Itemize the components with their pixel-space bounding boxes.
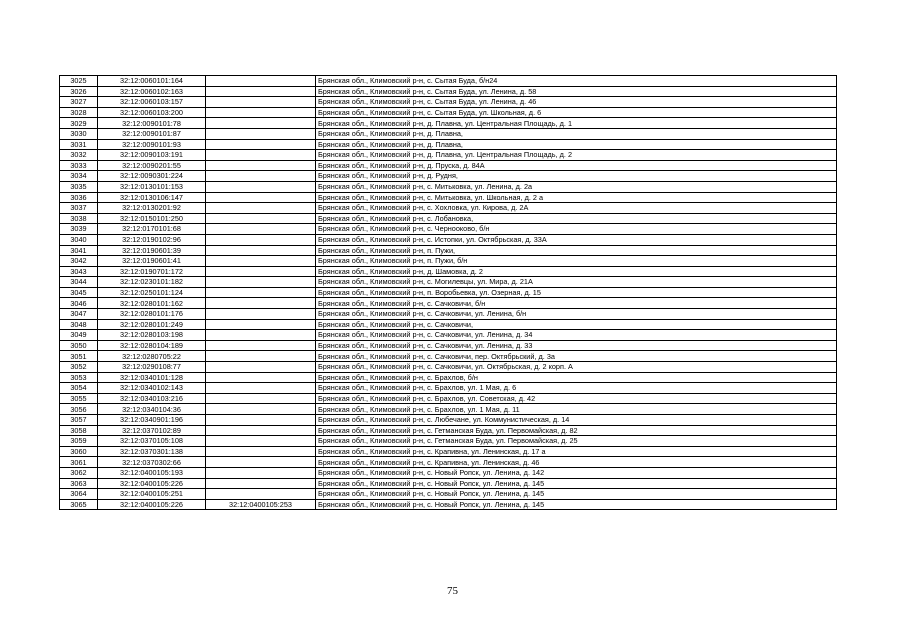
related-cadastral-number <box>206 340 316 351</box>
row-number: 3055 <box>60 393 98 404</box>
cadastral-number: 32:12:0130101:153 <box>98 181 206 192</box>
address: Брянская обл., Климовский р-н, с. Новый Ропск, ул. Ленина, д. 145 <box>316 489 837 500</box>
cadastral-number: 32:12:0060103:157 <box>98 97 206 108</box>
address: Брянская обл., Климовский р-н, с. Новый Ропск, ул. Ленина, д. 142 <box>316 467 837 478</box>
cadastral-number: 32:12:0060103:200 <box>98 107 206 118</box>
related-cadastral-number <box>206 139 316 150</box>
table-row <box>60 478 837 489</box>
address: Брянская обл., Климовский р-н, с. Хохловка, ул. Кирова, д. 2А <box>316 203 837 214</box>
address: Брянская обл., Климовский р-н, с. Митьковка, ул. Ленина, д. 2а <box>316 181 837 192</box>
row-number: 3032 <box>60 150 98 161</box>
cadastral-number: 32:12:0340901:196 <box>98 415 206 426</box>
address: Брянская обл., Климовский р-н, п. Воробьевка, ул. Озерная, д. 15 <box>316 287 837 298</box>
row-number: 3045 <box>60 287 98 298</box>
table-row <box>60 277 837 288</box>
table-row <box>60 266 837 277</box>
table-row <box>60 287 837 298</box>
address: Брянская обл., Климовский р-н, с. Сачковичи, б/н <box>316 298 837 309</box>
related-cadastral-number <box>206 330 316 341</box>
table-row <box>60 234 837 245</box>
cadastral-number: 32:12:0400105:226 <box>98 499 206 510</box>
address: Брянская обл., Климовский р-н, с. Гетманская Буда, ул. Первомайская, д. 25 <box>316 436 837 447</box>
related-cadastral-number <box>206 478 316 489</box>
cadastral-number: 32:12:0340102:143 <box>98 383 206 394</box>
table-row <box>60 203 837 214</box>
table-row <box>60 160 837 171</box>
address: Брянская обл., Климовский р-н, с. Сачковичи, пер. Октябрьский, д. 3а <box>316 351 837 362</box>
cadastral-number: 32:12:0150101:250 <box>98 213 206 224</box>
table-row <box>60 309 837 320</box>
related-cadastral-number <box>206 446 316 457</box>
row-number: 3027 <box>60 97 98 108</box>
related-cadastral-number <box>206 181 316 192</box>
related-cadastral-number <box>206 277 316 288</box>
page-number: 75 <box>447 585 458 597</box>
cadastral-number: 32:12:0400105:251 <box>98 489 206 500</box>
address: Брянская обл., Климовский р-н, с. Сытая Буда, ул. Ленина, д. 58 <box>316 86 837 97</box>
table-row <box>60 256 837 267</box>
related-cadastral-number <box>206 224 316 235</box>
cadastral-number: 32:12:0060101:164 <box>98 76 206 87</box>
address: Брянская обл., Климовский р-н, с. Сачковичи, <box>316 319 837 330</box>
cadastral-number: 32:12:0190601:39 <box>98 245 206 256</box>
related-cadastral-number <box>206 256 316 267</box>
address: Брянская обл., Климовский р-н, с. Сачковичи, ул. Ленина, д. 34 <box>316 330 837 341</box>
cadastral-number: 32:12:0290108:77 <box>98 362 206 373</box>
address: Брянская обл., Климовский р-н, с. Брахлов, ул. 1 Мая, д. 6 <box>316 383 837 394</box>
related-cadastral-number <box>206 383 316 394</box>
table-row <box>60 86 837 97</box>
related-cadastral-number <box>206 118 316 129</box>
row-number: 3062 <box>60 467 98 478</box>
related-cadastral-number <box>206 489 316 500</box>
row-number: 3065 <box>60 499 98 510</box>
row-number: 3040 <box>60 234 98 245</box>
table-row <box>60 139 837 150</box>
related-cadastral-number <box>206 351 316 362</box>
row-number: 3053 <box>60 372 98 383</box>
cadastral-number: 32:12:0280101:162 <box>98 298 206 309</box>
cadastral-number: 32:12:0230101:182 <box>98 277 206 288</box>
cadastral-number: 32:12:0280101:176 <box>98 309 206 320</box>
address: Брянская обл., Климовский р-н, с. Сытая Буда, ул. Ленина, д. 46 <box>316 97 837 108</box>
row-number: 3057 <box>60 415 98 426</box>
table-row <box>60 499 837 510</box>
related-cadastral-number <box>206 128 316 139</box>
table-row <box>60 404 837 415</box>
address: Брянская обл., Климовский р-н, д. Плавна, <box>316 139 837 150</box>
address: Брянская обл., Климовский р-н, с. Крапивна, ул. Ленинская, д. 46 <box>316 457 837 468</box>
registry-table <box>59 75 837 510</box>
row-number: 3064 <box>60 489 98 500</box>
table-row <box>60 150 837 161</box>
table-row <box>60 467 837 478</box>
related-cadastral-number <box>206 415 316 426</box>
address: Брянская обл., Климовский р-н, с. Брахлов, б/н <box>316 372 837 383</box>
cadastral-number: 32:12:0090201:55 <box>98 160 206 171</box>
row-number: 3033 <box>60 160 98 171</box>
related-cadastral-number <box>206 97 316 108</box>
cadastral-number: 32:12:0370105:108 <box>98 436 206 447</box>
address: Брянская обл., Климовский р-н, с. Сытая Буда, ул. Школьная, д. 6 <box>316 107 837 118</box>
table-row <box>60 330 837 341</box>
related-cadastral-number <box>206 234 316 245</box>
address: Брянская обл., Климовский р-н, с. Митьковка, ул. Школьная, д. 2 а <box>316 192 837 203</box>
cadastral-number: 32:12:0190102:96 <box>98 234 206 245</box>
row-number: 3029 <box>60 118 98 129</box>
row-number: 3028 <box>60 107 98 118</box>
table-row <box>60 298 837 309</box>
cadastral-number: 32:12:0280104:189 <box>98 340 206 351</box>
address: Брянская обл., Климовский р-н, д. Плавна, ул. Центральная Площадь, д. 2 <box>316 150 837 161</box>
row-number: 3042 <box>60 256 98 267</box>
address: Брянская обл., Климовский р-н, с. Сачковичи, ул. Октябрьская, д. 2 корп. А <box>316 362 837 373</box>
address: Брянская обл., Климовский р-н, д. Пруска, д. 84А <box>316 160 837 171</box>
row-number: 3060 <box>60 446 98 457</box>
row-number: 3048 <box>60 319 98 330</box>
row-number: 3054 <box>60 383 98 394</box>
cadastral-number: 32:12:0340103:216 <box>98 393 206 404</box>
table-row <box>60 224 837 235</box>
row-number: 3041 <box>60 245 98 256</box>
address: Брянская обл., Климовский р-н, д. Шамовка, д. 2 <box>316 266 837 277</box>
address: Брянская обл., Климовский р-н, с. Брахлов, ул. 1 Мая, д. 11 <box>316 404 837 415</box>
cadastral-number: 32:12:0400105:226 <box>98 478 206 489</box>
row-number: 3037 <box>60 203 98 214</box>
table-row <box>60 319 837 330</box>
row-number: 3044 <box>60 277 98 288</box>
cadastral-number: 32:12:0370302:66 <box>98 457 206 468</box>
address: Брянская обл., Климовский р-н, д. Рудня, <box>316 171 837 182</box>
related-cadastral-number <box>206 309 316 320</box>
related-cadastral-number <box>206 171 316 182</box>
table-row <box>60 128 837 139</box>
related-cadastral-number: 32:12:0400105:253 <box>206 499 316 510</box>
related-cadastral-number <box>206 107 316 118</box>
row-number: 3058 <box>60 425 98 436</box>
address: Брянская обл., Климовский р-н, с. Брахлов, ул. Советская, д. 42 <box>316 393 837 404</box>
row-number: 3049 <box>60 330 98 341</box>
related-cadastral-number <box>206 287 316 298</box>
related-cadastral-number <box>206 457 316 468</box>
table-row <box>60 245 837 256</box>
table-row <box>60 192 837 203</box>
address: Брянская обл., Климовский р-н, с. Чернооково, б/н <box>316 224 837 235</box>
related-cadastral-number <box>206 150 316 161</box>
table-row <box>60 213 837 224</box>
address: Брянская обл., Климовский р-н, с. Сачковичи, ул. Ленина, д. 33 <box>316 340 837 351</box>
related-cadastral-number <box>206 213 316 224</box>
table-row <box>60 436 837 447</box>
related-cadastral-number <box>206 319 316 330</box>
row-number: 3050 <box>60 340 98 351</box>
row-number: 3030 <box>60 128 98 139</box>
table-row <box>60 415 837 426</box>
related-cadastral-number <box>206 425 316 436</box>
table-row <box>60 340 837 351</box>
registry-table-body <box>60 76 837 510</box>
row-number: 3063 <box>60 478 98 489</box>
cadastral-number: 32:12:0170101:68 <box>98 224 206 235</box>
related-cadastral-number <box>206 160 316 171</box>
address: Брянская обл., Климовский р-н, с. Новый Ропск, ул. Ленина, д. 145 <box>316 499 837 510</box>
row-number: 3039 <box>60 224 98 235</box>
address: Брянская обл., Климовский р-н, д. Плавна, ул. Центральная Площадь, д. 1 <box>316 118 837 129</box>
table-row <box>60 76 837 87</box>
table-row <box>60 97 837 108</box>
related-cadastral-number <box>206 298 316 309</box>
related-cadastral-number <box>206 192 316 203</box>
table-row <box>60 383 837 394</box>
row-number: 3043 <box>60 266 98 277</box>
cadastral-number: 32:12:0340101:128 <box>98 372 206 383</box>
table-row <box>60 351 837 362</box>
related-cadastral-number <box>206 436 316 447</box>
table-row <box>60 489 837 500</box>
related-cadastral-number <box>206 393 316 404</box>
cadastral-number: 32:12:0400105:193 <box>98 467 206 478</box>
address: Брянская обл., Климовский р-н, с. Истопки, ул. Октябрьская, д. 33А <box>316 234 837 245</box>
cadastral-number: 32:12:0090301:224 <box>98 171 206 182</box>
address: Брянская обл., Климовский р-н, с. Новый Ропск, ул. Ленина, д. 145 <box>316 478 837 489</box>
table-row <box>60 425 837 436</box>
address: Брянская обл., Климовский р-н, д. Плавна, <box>316 128 837 139</box>
row-number: 3046 <box>60 298 98 309</box>
table-row <box>60 107 837 118</box>
table-row <box>60 372 837 383</box>
related-cadastral-number <box>206 404 316 415</box>
row-number: 3025 <box>60 76 98 87</box>
address: Брянская обл., Климовский р-н, с. Любечане, ул. Коммунистическая, д. 14 <box>316 415 837 426</box>
row-number: 3051 <box>60 351 98 362</box>
table-row <box>60 362 837 373</box>
row-number: 3052 <box>60 362 98 373</box>
row-number: 3056 <box>60 404 98 415</box>
cadastral-number: 32:12:0190601:41 <box>98 256 206 267</box>
cadastral-number: 32:12:0280101:249 <box>98 319 206 330</box>
related-cadastral-number <box>206 203 316 214</box>
cadastral-number: 32:12:0090103:191 <box>98 150 206 161</box>
related-cadastral-number <box>206 467 316 478</box>
row-number: 3061 <box>60 457 98 468</box>
row-number: 3031 <box>60 139 98 150</box>
cadastral-number: 32:12:0190701:172 <box>98 266 206 277</box>
cadastral-number: 32:12:0280103:198 <box>98 330 206 341</box>
row-number: 3035 <box>60 181 98 192</box>
row-number: 3034 <box>60 171 98 182</box>
cadastral-number: 32:12:0090101:93 <box>98 139 206 150</box>
cadastral-number: 32:12:0060102:163 <box>98 86 206 97</box>
cadastral-number: 32:12:0250101:124 <box>98 287 206 298</box>
related-cadastral-number <box>206 362 316 373</box>
address: Брянская обл., Климовский р-н, с. Сачковичи, ул. Ленина, б/н <box>316 309 837 320</box>
cadastral-number: 32:12:0130106:147 <box>98 192 206 203</box>
cadastral-number: 32:12:0130201:92 <box>98 203 206 214</box>
cadastral-number: 32:12:0370102:89 <box>98 425 206 436</box>
table-row <box>60 181 837 192</box>
address: Брянская обл., Климовский р-н, с. Лобановка, <box>316 213 837 224</box>
cadastral-number: 32:12:0370301:138 <box>98 446 206 457</box>
related-cadastral-number <box>206 266 316 277</box>
related-cadastral-number <box>206 245 316 256</box>
table-row <box>60 393 837 404</box>
related-cadastral-number <box>206 76 316 87</box>
row-number: 3026 <box>60 86 98 97</box>
cadastral-number: 32:12:0090101:87 <box>98 128 206 139</box>
related-cadastral-number <box>206 372 316 383</box>
row-number: 3036 <box>60 192 98 203</box>
address: Брянская обл., Климовский р-н, с. Гетманская Буда, ул. Первомайская, д. 82 <box>316 425 837 436</box>
address: Брянская обл., Климовский р-н, п. Пужи, б/н <box>316 256 837 267</box>
related-cadastral-number <box>206 86 316 97</box>
address: Брянская обл., Климовский р-н, с. Могилевцы, ул. Мира, д. 21А <box>316 277 837 288</box>
row-number: 3038 <box>60 213 98 224</box>
address: Брянская обл., Климовский р-н, с. Сытая Буда, б/н24 <box>316 76 837 87</box>
row-number: 3047 <box>60 309 98 320</box>
table-row <box>60 171 837 182</box>
cadastral-number: 32:12:0090101:78 <box>98 118 206 129</box>
address: Брянская обл., Климовский р-н, п. Пужи, <box>316 245 837 256</box>
table-row <box>60 446 837 457</box>
address: Брянская обл., Климовский р-н, с. Крапивна, ул. Ленинская, д. 17 а <box>316 446 837 457</box>
table-row <box>60 118 837 129</box>
table-row <box>60 457 837 468</box>
row-number: 3059 <box>60 436 98 447</box>
cadastral-number: 32:12:0340104:36 <box>98 404 206 415</box>
cadastral-number: 32:12:0280705:22 <box>98 351 206 362</box>
